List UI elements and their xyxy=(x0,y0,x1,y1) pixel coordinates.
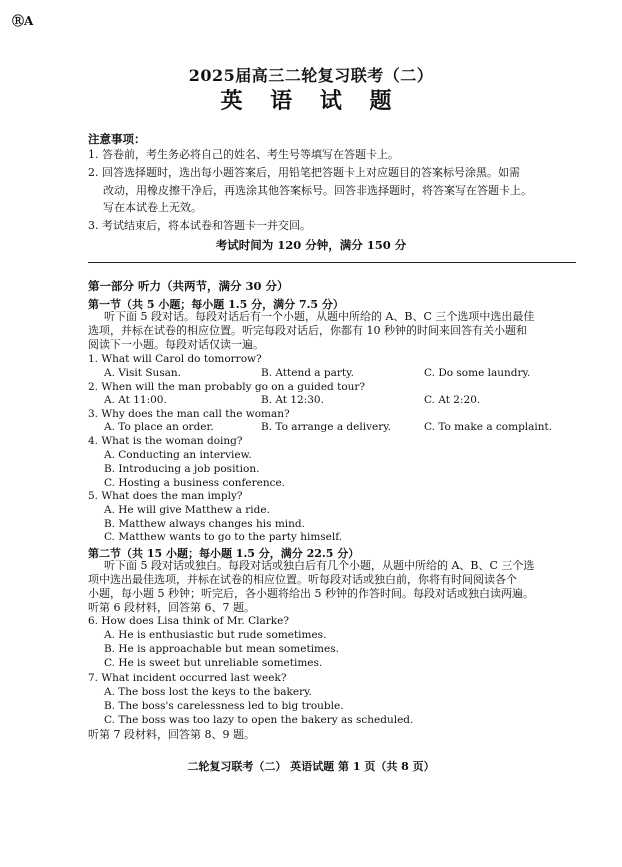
option-b: B. The boss's carelessness led to big trouble. xyxy=(104,700,344,712)
option-c: C. Do some laundry. xyxy=(424,367,531,379)
section2-instruction: 项中选出最佳选项，并标在试卷的相应位置。听每段对话或独白前，你将有时间阅读各个 xyxy=(88,573,517,586)
question-5: 5. What does the man imply? xyxy=(88,490,243,502)
notes-line: 写在本试卷上无效。 xyxy=(103,201,202,214)
option-c: C. Hosting a business conference. xyxy=(104,477,286,489)
section1-instruction: 阅读下一小题。每段对话仅读一遍。 xyxy=(88,338,264,351)
question-1: 1. What will Carol do tomorrow? xyxy=(88,353,262,365)
notes-line: 2. 回答选择题时，选出每小题答案后，用铅笔把答题卡上对应题目的答案标号涂黑。如需 xyxy=(88,166,520,179)
option-b: B. To arrange a delivery. xyxy=(261,421,392,433)
option-b: B. Introducing a job position. xyxy=(104,463,260,475)
divider xyxy=(88,262,576,263)
option-a: A. To place an order. xyxy=(104,421,214,433)
option-b: B. At 12:30. xyxy=(261,394,324,406)
exam-title: 2025届高三二轮复习联考（二） xyxy=(188,66,434,85)
question-3: 3. Why does the man call the woman? xyxy=(88,408,290,420)
section1-instruction: 选项，并标在试卷的相应位置。听完每段对话后，你都有 10 秒钟的时间来回答有关小题和 xyxy=(88,324,527,337)
section2-instruction: 小题，每小题 5 秒钟；听完后，各小题将给出 5 秒钟的作答时间。每段对话或独白读两遍。 xyxy=(88,587,534,600)
option-a: A. He is enthusiastic but rude sometimes. xyxy=(104,629,327,641)
option-a: A. At 11:00. xyxy=(104,394,167,406)
option-c: C. He is sweet but unreliable sometimes. xyxy=(104,657,323,669)
option-b: B. He is approachable but mean sometimes. xyxy=(104,643,339,655)
option-a: A. He will give Matthew a ride. xyxy=(104,504,270,516)
notes-heading: 注意事项： xyxy=(88,132,146,146)
section2-title: 第二节（共 15 小题；每小题 1.5 分，满分 22.5 分） xyxy=(88,547,360,560)
material-7-instruction: 听第 7 段材料，回答第 8、9 题。 xyxy=(88,728,255,741)
notes-line: 1. 答卷前，考生务必将自己的姓名、考生号等填写在答题卡上。 xyxy=(88,148,399,161)
option-c: C. To make a complaint. xyxy=(424,421,553,433)
question-7: 7. What incident occurred last week? xyxy=(88,672,287,684)
question-2: 2. When will the man probably go on a guided tour? xyxy=(88,381,366,393)
option-a: A. The boss lost the keys to the bakery. xyxy=(104,686,312,698)
section1-title: 第一节（共 5 小题；每小题 1.5 分，满分 7.5 分） xyxy=(88,298,344,311)
option-c: C. The boss was too lazy to open the bakery as scheduled. xyxy=(104,714,414,726)
question-6: 6. How does Lisa think of Mr. Clarke? xyxy=(88,615,289,627)
option-c: C. At 2:20. xyxy=(424,394,481,406)
subject-title: 英 语 试 题 xyxy=(220,88,402,114)
option-b: B. Attend a party. xyxy=(261,367,354,379)
notes-line: 3. 考试结束后，将本试卷和答题卡一并交回。 xyxy=(88,219,311,232)
notes-line: 改动，用橡皮擦干净后，再选涂其他答案标号。回答非选择题时，将答案写在答题卡上。 xyxy=(103,184,532,197)
corner-mark: ⓇA xyxy=(12,14,34,28)
option-b: B. Matthew always changes his mind. xyxy=(104,518,305,530)
section1-instruction: 听下面 5 段对话。每段对话后有一个小题，从题中所给的 A、B、C 三个选项中选出最佳 xyxy=(104,310,535,323)
page-footer: 二轮复习联考（二） 英语试题 第 1 页（共 8 页） xyxy=(187,760,435,773)
option-a: A. Visit Susan. xyxy=(104,367,182,379)
option-a: A. Conducting an interview. xyxy=(104,449,252,461)
section2-instruction: 听下面 5 段对话或独白。每段对话或独白后有几个小题，从题中所给的 A、B、C 三个选 xyxy=(104,559,535,572)
option-c: C. Matthew wants to go to the party himself. xyxy=(104,531,343,543)
exam-time-line: 考试时间为 120 分钟，满分 150 分 xyxy=(215,238,407,252)
question-4: 4. What is the woman doing? xyxy=(88,435,243,447)
part1-title: 第一部分 听力（共两节，满分 30 分） xyxy=(88,279,289,293)
material-6-instruction: 听第 6 段材料，回答第 6、7 题。 xyxy=(88,601,255,614)
